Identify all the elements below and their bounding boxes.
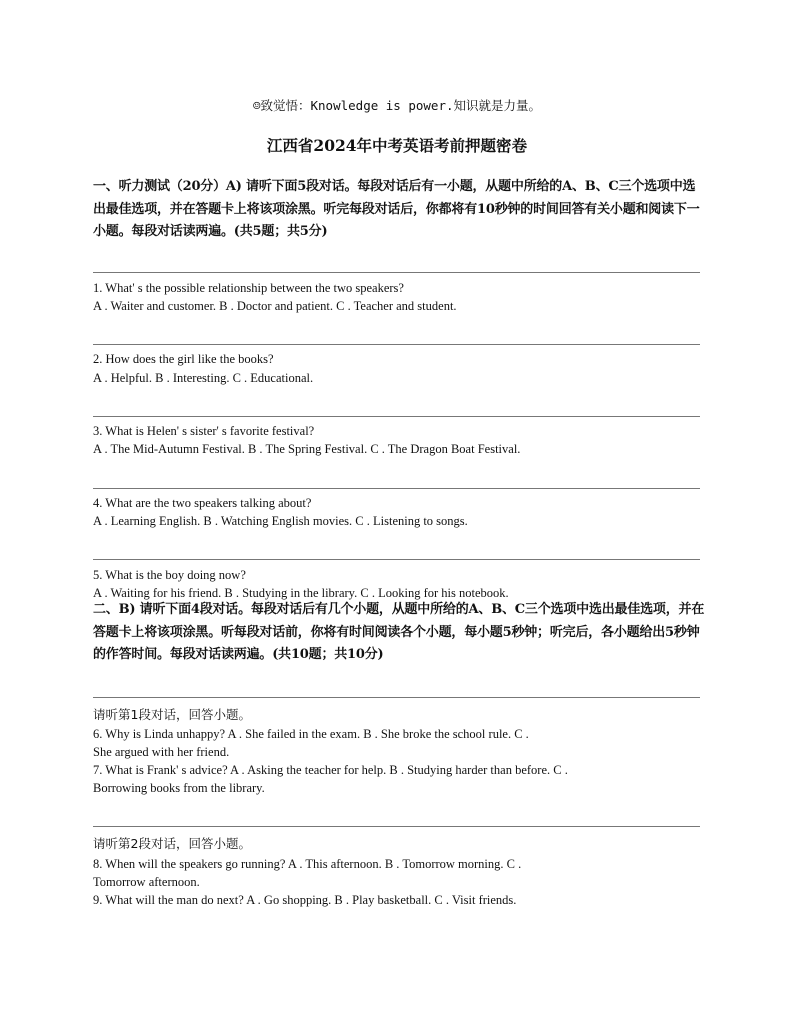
question-1-options: A . Waiter and customer. B . Doctor and patient. C . Teacher and student. (93, 299, 457, 313)
section2-instruction: 二、B) 请听下面4段对话。每段对话后有几个小题，从题中所给的A、B、C三个选项中选出最佳选项，并在答题卡上将该项涂黑。听每段对话前，你将有时间阅读各个小题，每小题5秒钟；听完后，各小题给出5秒钟的作答时间。每段对话读两遍。(共10题；共10分) (93, 602, 705, 662)
question-3-options: A . The Mid-Autumn Festival. B . The Spring Festival. C . The Dragon Boat Festival. (93, 442, 521, 456)
exam-title: 江西省2024年中考英语考前押题密卷 (266, 136, 528, 155)
question-divider (93, 559, 700, 560)
dialog-2-heading: 请听第2段对话，回答小题。 (93, 836, 251, 851)
question-5-options: A . Waiting for his friend. B . Studying in the library. C . Looking for his notebook. (93, 586, 509, 600)
question-6-line: She argued with her friend. (93, 745, 230, 759)
question-4-text: 4. What are the two speakers talking about? (93, 496, 312, 510)
question-divider (93, 344, 700, 345)
dialog-divider (93, 826, 700, 827)
question-5-text: 5. What is the boy doing now? (93, 568, 246, 582)
question-1-text: 1. What' s the possible relationship between the two speakers? (93, 281, 404, 295)
section1-instruction: 一、听力测试（20分）A) 请听下面5段对话。每段对话后有一小题，从题中所给的A、B、C三个选项中选出最佳选项，并在答题卡上将该项涂黑。听完每段对话后，你都将有10秒钟的时间回答有关小题和阅读下一小题。每段对话读两遍。(共5题；共5分) (93, 179, 700, 239)
question-7-line: Borrowing books from the library. (93, 781, 265, 795)
question-divider (93, 416, 700, 417)
question-7-line: 7. What is Frank' s advice? A . Asking the teacher for help. B . Studying harder than before. C . (93, 763, 568, 777)
question-6-line: 6. Why is Linda unhappy? A . She failed in the exam. B . She broke the school rule. C . (93, 727, 529, 741)
question-4-options: A . Learning English. B . Watching English movies. C . Listening to songs. (93, 514, 468, 528)
dialog-divider (93, 697, 700, 698)
motto-line: ☺致觉悟：Knowledge is power.知识就是力量。 (252, 98, 541, 113)
question-divider (93, 272, 700, 273)
question-divider (93, 488, 700, 489)
question-9-line: 9. What will the man do next? A . Go shopping. B . Play basketball. C . Visit friends. (93, 893, 517, 907)
question-8-line: Tomorrow afternoon. (93, 875, 200, 889)
question-3-text: 3. What is Helen' s sister' s favorite festival? (93, 424, 315, 438)
question-8-line: 8. When will the speakers go running? A . This afternoon. B . Tomorrow morning. C . (93, 857, 522, 871)
dialog-1-heading: 请听第1段对话，回答小题。 (93, 707, 251, 722)
question-2-options: A . Helpful. B . Interesting. C . Educational. (93, 371, 314, 385)
question-2-text: 2. How does the girl like the books? (93, 352, 274, 366)
